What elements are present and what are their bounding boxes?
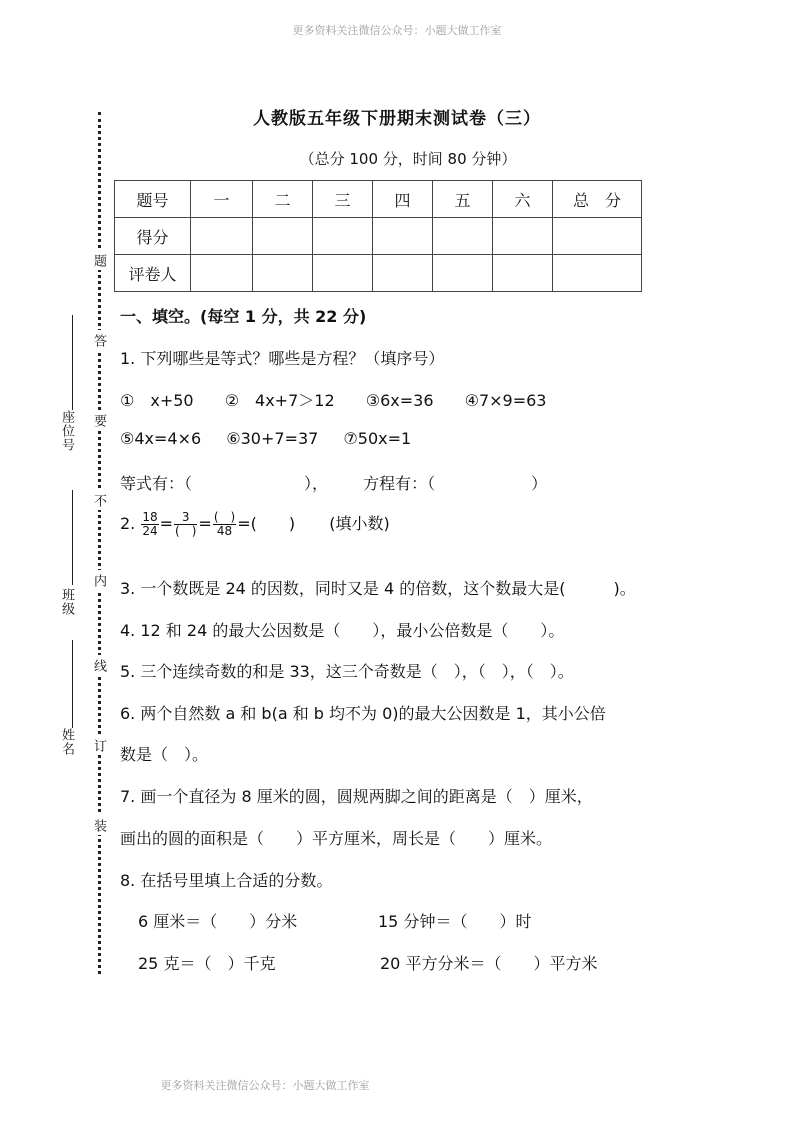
q1-equation-answer[interactable]: 等式有：（ ）， [120,474,329,493]
q1-item: ⑤4x=4×6 [120,429,202,448]
grader-row [115,255,642,292]
header-cell: 总 分 [553,181,642,218]
header-cell: 题号 [115,181,191,218]
margin-word-1: 题 [88,250,108,270]
q2-prefix: 2. [120,514,136,533]
watermark-bottom: 更多资料关注微信公众号：小题大做工作室 [160,1079,370,1092]
header-cell: 六 [493,181,553,218]
margin-word-3: 要 [88,410,108,430]
grader-cell[interactable] [493,255,553,292]
q5: 5. 三个连续奇数的和是 33，这三个奇数是（ ），（ ），（ ）。 [120,662,574,681]
class-label: 班级 [59,588,74,616]
q2-line: 2. $\frac{18}{24}$ = $\frac{3}{( )}$ = $\frac{( )}{48}$ =( ) (填小数) [120,510,390,538]
header-cell: 二 [253,181,313,218]
row-label: 得分 [115,218,191,255]
score-cell[interactable] [253,218,313,255]
q1-item: ② 4x+7＞12 [224,391,335,410]
q1-items-row1 [120,388,546,411]
grader-cell[interactable] [553,255,642,292]
q6-line1: 6. 两个自然数 a 和 b(a 和 b 均不为 0)的最大公因数是 1，其小公倍 [120,704,606,723]
q2-decimal-answer[interactable]: =( ) [237,514,296,533]
q1-item: ④7×9=63 [464,391,547,410]
seat-number-line [72,315,73,410]
score-cell[interactable] [313,218,373,255]
header-cell: 五 [433,181,493,218]
margin-word-7: 订 [88,735,108,755]
score-cell[interactable] [191,218,253,255]
watermark-top: 更多资料关注微信公众号：小题大做工作室 [292,24,502,37]
grader-cell[interactable] [191,255,253,292]
row-label: 评卷人 [115,255,191,292]
q2-fraction-3[interactable]: $\frac{( )}{48}$ [213,510,236,538]
header-cell: 一 [191,181,253,218]
header-cell: 四 [373,181,433,218]
margin-word-2: 答 [88,330,108,350]
section-1-title: 一、填空。(每空 1 分，共 22 分) [120,307,367,326]
q8-prompt: 8. 在括号里填上合适的分数。 [120,871,333,890]
margin-word-6: 线 [88,655,108,675]
q8-item-d: 20 平方分米＝（ ）平方米 [380,954,598,973]
q1-answers [120,471,547,494]
q1-item: ⑦50x=1 [343,429,412,448]
binding-dotted-line [98,112,101,974]
q2-fraction-2[interactable]: $\frac{3}{( )}$ [175,510,197,538]
grader-cell[interactable] [253,255,313,292]
score-cell[interactable] [493,218,553,255]
score-cell[interactable] [373,218,433,255]
q7-line2: 画出的圆的面积是（ ）平方厘米，周长是（ ）厘米。 [120,829,553,848]
q1-prompt: 1. 下列哪些是等式？哪些是方程？（填序号） [120,349,445,368]
q1-item: ① x+50 [120,391,194,410]
score-table [114,180,642,292]
q2-fraction-1: $\frac{18}{24}$ [142,510,158,538]
score-row [115,218,642,255]
grader-cell[interactable] [433,255,493,292]
header-cell: 三 [313,181,373,218]
class-line [72,490,73,585]
name-label: 姓名 [59,728,74,756]
margin-word-8: 装 [88,815,108,835]
score-cell[interactable] [433,218,493,255]
score-cell[interactable] [553,218,642,255]
q2-hint: (填小数) [329,514,390,533]
grader-cell[interactable] [373,255,433,292]
page-subtitle: （总分 100 分，时间 80 分钟） [299,150,517,168]
margin-word-5: 内 [88,570,108,590]
score-table-header-row [115,181,642,218]
name-line [72,640,73,728]
q1-item: ⑥30+7=37 [226,429,319,448]
q8-item-b: 15 分钟＝（ ）时 [378,912,532,931]
q4: 4. 12 和 24 的最大公因数是（ ），最小公倍数是（ ）。 [120,621,565,640]
page-title: 人教版五年级下册期末测试卷（三） [253,109,541,129]
q1-function-answer[interactable]: 方程有：（ ） [363,474,548,493]
q1-item: ③6x=36 [365,391,434,410]
grader-cell[interactable] [313,255,373,292]
q7-line1: 7. 画一个直径为 8 厘米的圆，圆规两脚之间的距离是（ ）厘米， [120,787,593,806]
q1-items-row2 [120,429,411,448]
q6-line2: 数是（ ）。 [120,745,209,764]
q8-item-c: 25 克＝（ ）千克 [138,954,276,973]
q8-item-a: 6 厘米＝（ ）分米 [138,912,298,931]
seat-number-label: 座位号 [59,410,74,452]
q3: 3. 一个数既是 24 的因数，同时又是 4 的倍数，这个数最大是( )。 [120,579,636,598]
margin-word-4: 不 [88,490,108,510]
